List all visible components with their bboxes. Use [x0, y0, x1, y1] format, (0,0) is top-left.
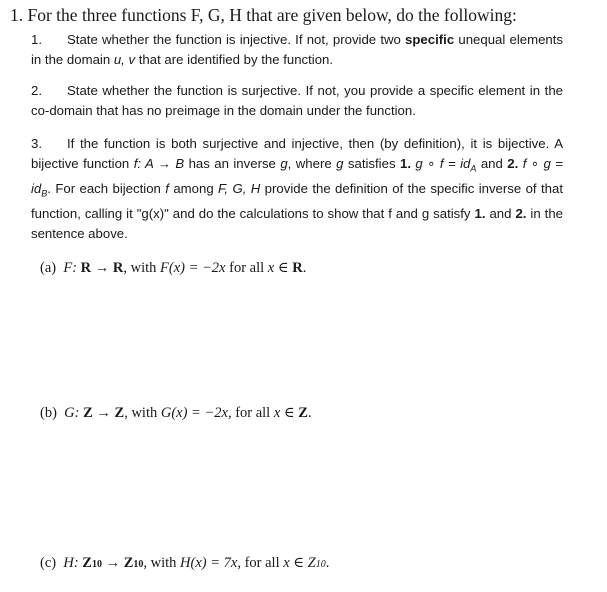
- part-text: .: [325, 555, 330, 571]
- math-variable: x: [267, 260, 275, 276]
- instruction-number: 2.: [31, 83, 42, 98]
- part-text: , for all: [227, 405, 274, 421]
- function-definition: H(x) = 7x: [180, 555, 238, 571]
- question-text: For the three functions F, G, H that are given below, do the following:: [27, 5, 517, 25]
- element-symbol: ∈: [289, 555, 308, 571]
- instruction-text: that are identified by the function.: [135, 52, 334, 68]
- part-text: .: [302, 260, 307, 276]
- instruction-injective: [31, 30, 563, 71]
- instruction-text: , where: [287, 156, 337, 172]
- part-text: , for all: [237, 555, 284, 571]
- part-text: , with: [124, 405, 161, 421]
- math-subscript: B: [41, 188, 48, 199]
- instruction-bijective: [31, 134, 563, 245]
- condition-number: 2.: [507, 156, 519, 172]
- set-symbol: Z: [307, 555, 316, 571]
- domain-set: Z: [82, 555, 92, 571]
- part-label: (b): [40, 405, 57, 421]
- math-variable: g: [336, 156, 344, 172]
- set-symbol: Z: [298, 405, 308, 421]
- part-text: for all: [225, 260, 268, 276]
- function-definition: G(x) = −2x: [160, 405, 228, 421]
- part-a: [40, 258, 306, 278]
- function-name: G:: [64, 405, 80, 421]
- math-expression: f ∘ g = id: [31, 156, 563, 197]
- codomain-set: R: [112, 260, 124, 276]
- instruction-text: and: [476, 156, 508, 172]
- question-heading: [10, 4, 517, 26]
- condition-number: 1.: [474, 206, 486, 222]
- math-variable: g: [280, 156, 288, 172]
- arrow-symbol: →: [94, 260, 110, 276]
- function-definition: F(x) = −2x: [160, 260, 226, 276]
- domain-set: Z: [83, 405, 93, 421]
- instruction-text: satisfies: [343, 156, 400, 172]
- codomain-subscript: 10: [133, 559, 144, 570]
- instruction-number: 3.: [31, 136, 42, 151]
- instruction-emphasis: specific: [405, 32, 455, 47]
- arrow-symbol: →: [96, 405, 111, 421]
- codomain-set: Z: [123, 555, 134, 571]
- instruction-text: State whether the function is surjective. If not, you provide a specific element in the co-domain that has no preimage in the domain under the function.: [31, 83, 563, 119]
- part-label: (a): [40, 260, 57, 276]
- instruction-text: has an inverse: [184, 156, 281, 172]
- condition-number: 2.: [515, 206, 527, 222]
- math-function-signature: f: A → B: [133, 156, 185, 172]
- part-text: , with: [143, 555, 181, 571]
- condition-number: 1.: [399, 156, 411, 172]
- instruction-number: 1.: [31, 32, 42, 47]
- set-subscript: 10: [315, 559, 326, 570]
- part-text: , with: [123, 260, 161, 276]
- element-symbol: ∈: [274, 260, 293, 276]
- part-label: (c): [40, 555, 57, 571]
- instruction-text: State whether the function is injective. If not, provide two: [67, 32, 406, 47]
- math-expression: g ∘ f = id: [410, 156, 471, 172]
- element-symbol: ∈: [280, 405, 299, 421]
- domain-set: R: [80, 260, 92, 276]
- codomain-set: Z: [114, 405, 125, 421]
- part-text: .: [307, 405, 312, 421]
- question-number: 1.: [10, 5, 24, 25]
- instruction-text: in the sentence above.: [31, 206, 563, 242]
- math-variable: f: [165, 181, 169, 197]
- function-name: F:: [63, 260, 78, 276]
- math-variable: x: [283, 555, 290, 571]
- instruction-text: provide the definition of the specific inverse of that function, calling it "g(x)" and do the calculations to show that f and g satisfy: [31, 181, 563, 222]
- instruction-text: among: [168, 181, 219, 197]
- arrow-symbol: →: [105, 555, 121, 571]
- instruction-variables: u, v: [113, 52, 136, 68]
- part-c: [40, 553, 329, 575]
- domain-subscript: 10: [91, 559, 102, 570]
- math-subscript: A: [470, 163, 477, 174]
- math-variables: F, G, H: [218, 181, 261, 197]
- instruction-text: . For each bijection: [47, 181, 166, 197]
- set-symbol: R: [292, 260, 303, 276]
- instruction-surjective: [31, 81, 563, 122]
- instruction-text: unequal elements in the domain: [31, 32, 563, 68]
- math-variable: x: [273, 405, 281, 421]
- instruction-text: and: [485, 206, 516, 222]
- instruction-text: If the function is both surjective and injective, then (by definition), it is bijective. A bijective function: [31, 136, 563, 172]
- part-b: [40, 403, 312, 423]
- function-name: H:: [63, 555, 79, 571]
